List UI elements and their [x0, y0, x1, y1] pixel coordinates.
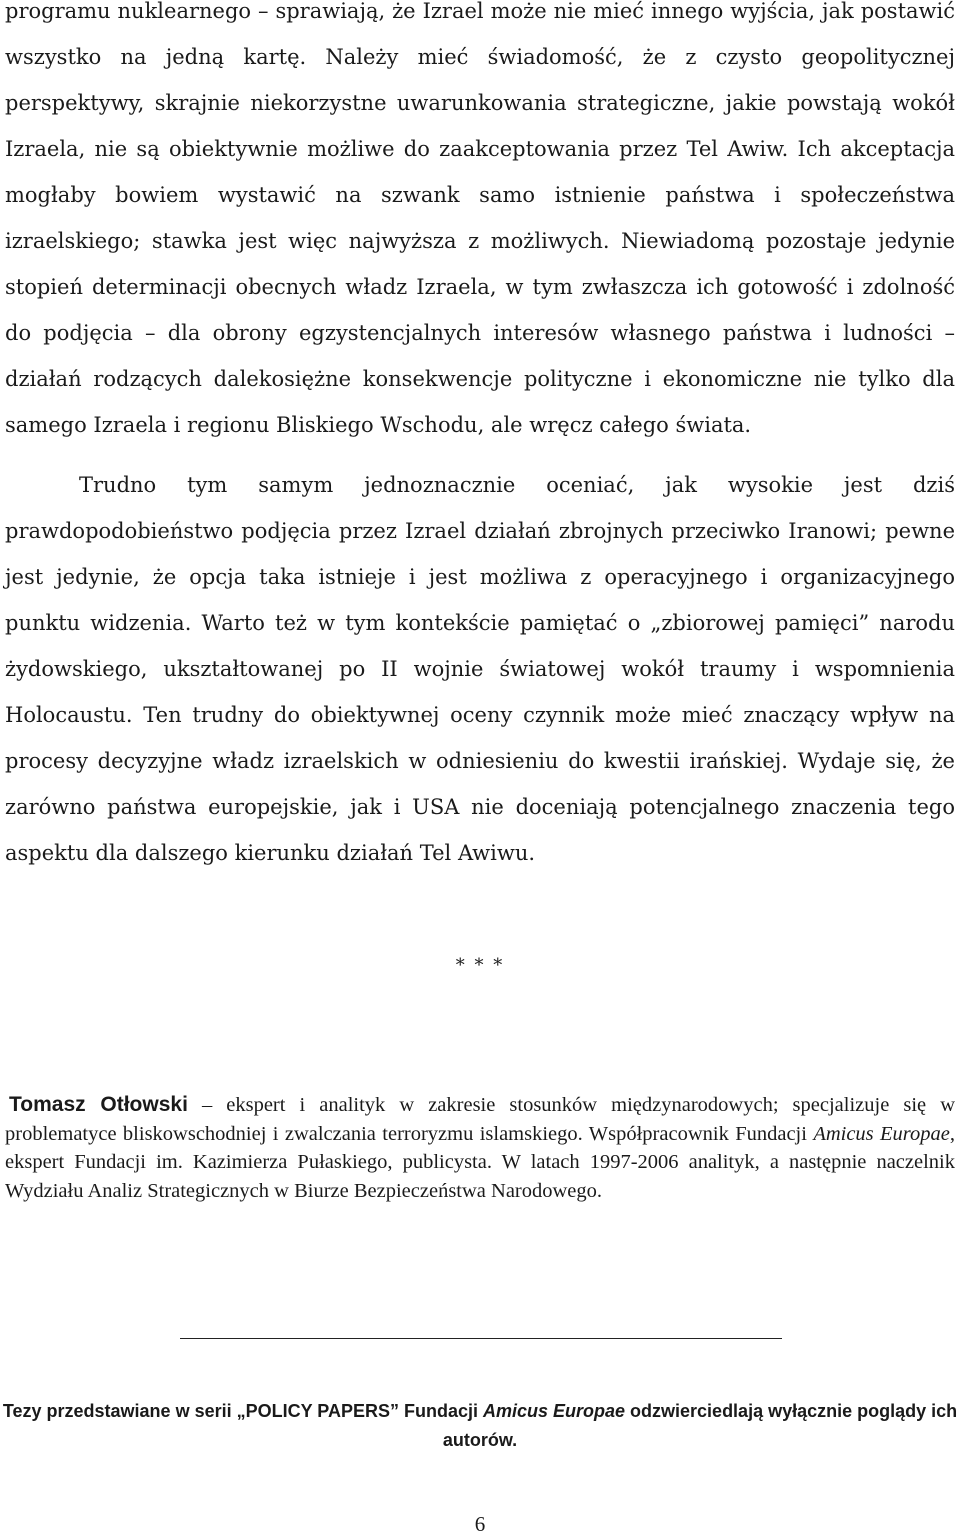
disclaimer [0, 1397, 960, 1455]
author-name: Tomasz Otłowski [9, 1093, 188, 1116]
paragraph-continued: programu nuklearnego – sprawiają, że Izrael może nie mieć innego wyjścia, jak postawić wszystko na jedną kartę. Należy mieć świadomość, że z czysto geopolitycznej perspektywy, skrajnie niekorzystne uwarunkowania strategiczne, jakie powstają wokół Izraela, nie są obiektywnie możliwe do zaakceptowania przez Tel Awiw. Ich akceptacja mogłaby bowiem wystawić na szwank samo istnienie państwa i społeczeństwa izraelskiego; stawka jest więc najwyższa z możliwych. Niewiadomą pozostaje jedynie stopień determinacji obecnych władz Izraela, w tym zwłaszcza ich gotowość i zdolność do podjęcia – dla obrony egzystencjalnych interesów własnego państwa i ludności – działań rodzących dalekosiężne konsekwencje polityczne i ekonomiczne nie tylko dla samego Izraela i regionu Bliskiego Wschodu, ale wręcz całego świata. [5, 0, 955, 437]
foundation-name: Amicus Europae [813, 1122, 950, 1145]
page-number: 6 [474, 1512, 486, 1536]
disclaimer-text: Tezy przedstawiane w serii „POLICY PAPERS” Fundacji [2, 1401, 483, 1421]
paragraph: Trudno tym samym jednoznacznie oceniać, jak wysokie jest dziś prawdopodobieństwo podjęcia przez Izrael działań zbrojnych przeciwko Iranowi; pewne jest jedynie, że opcja taka istnieje i jest możliwa z operacyjnego i organizacyjnego punktu widzenia. Warto też w tym kontekście pamiętać o „zbiorowej pamięci” narodu żydowskiego, ukształtowanej po II wojnie światowej wokół traumy i wspomnienia Holocaustu. Ten trudny do obiektywnej oceny czynnik może mieć znaczący wpływ na procesy decyzyjne władz izraelskich w odniesieniu do kwestii irańskiej. Wydaje się, że zarówno państwa europejskie, jak i USA nie doceniają potencjalnego znaczenia tego aspektu dla dalszego kierunku działań Tel Awiwu. [5, 473, 955, 865]
section-separator: * * * [455, 955, 505, 976]
author-bio-text-continued: , ekspert Fundacji im. Kazimierza Pułaskiego, publicysta. W latach 1997-2006 analityk, a następnie naczelnik Wydziału Analiz Strategicznych w Biurze Bezpieczeństwa Narodowego. [5, 1122, 955, 1202]
disclaimer-foundation-name: Amicus Europae [482, 1401, 626, 1421]
horizontal-rule [180, 1338, 782, 1339]
author-bio [5, 1091, 955, 1205]
author-bio-text: – ekspert i analityk w zakresie stosunków międzynarodowych; specjalizuje się w problematyce bliskowschodniej i zwalczania terroryzmu islamskiego. Współpracownik Fundacji [5, 1094, 955, 1145]
disclaimer-text-continued: odzwierciedlają wyłącznie poglądy ich autorów. [442, 1401, 958, 1450]
